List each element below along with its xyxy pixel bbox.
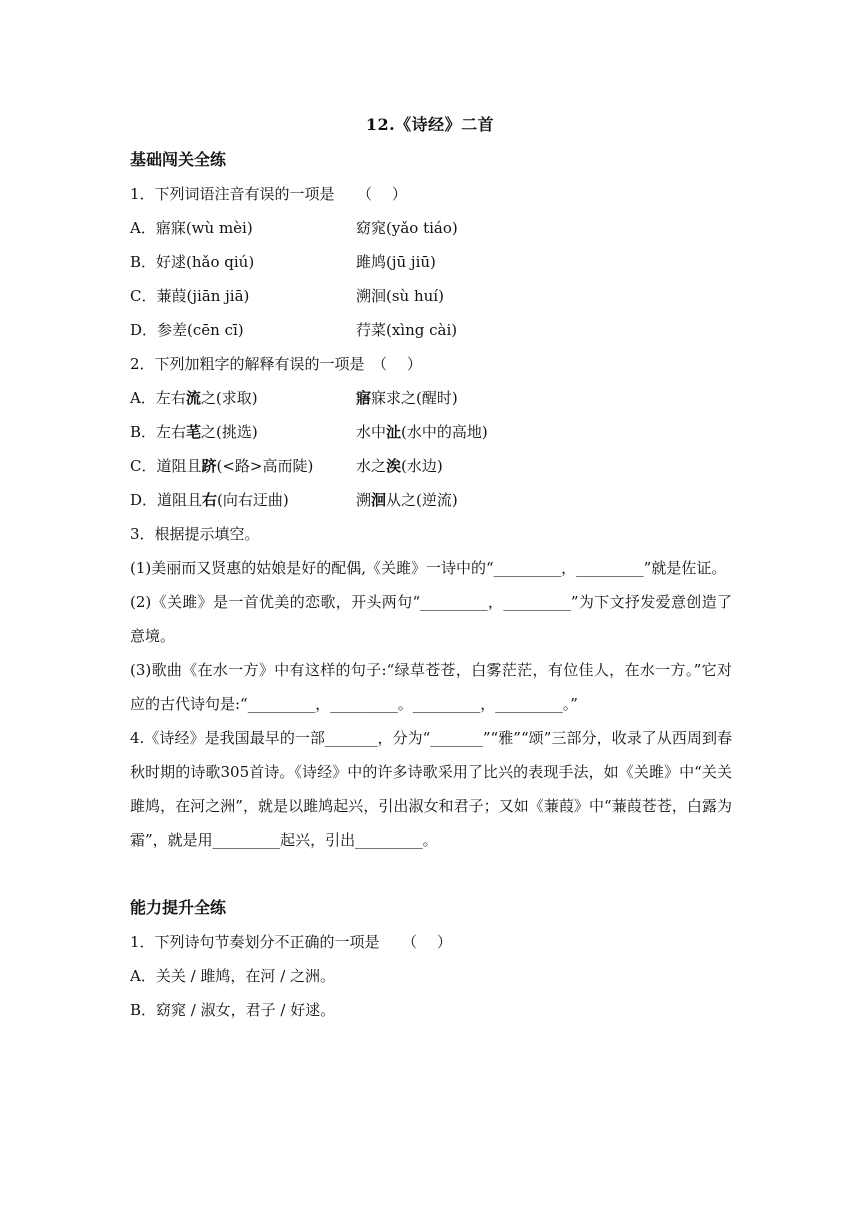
section-heading-advanced: 能力提升全练 [130, 898, 227, 917]
question-2-option-d [130, 483, 732, 517]
question-3-part-1: (1)美丽而又贤惠的姑娘是好的配偶,《关雎》一诗中的“_________，_________”就是佐证。 [130, 559, 727, 577]
option-text: 水中 [356, 423, 387, 441]
option-text: 荇菜(xìng cài) [356, 321, 458, 339]
bold-char: 右 [202, 491, 218, 509]
option-left [130, 449, 356, 483]
question-2-option-c [130, 449, 732, 483]
question-1-option-c [130, 279, 732, 313]
question-1-option-a [130, 211, 732, 245]
worksheet-content [130, 143, 732, 1027]
option-text: 溯 [356, 491, 372, 509]
advanced-question-1-option-b: B．窈窕 / 淑女，君子 / 好逑。 [130, 1001, 336, 1019]
option-text: C．蒹葭(jiān jiā) [130, 287, 250, 305]
option-text: (水边) [401, 457, 443, 475]
bold-char: 沚 [386, 423, 402, 441]
option-text: D．道阻且 [130, 491, 203, 509]
question-3-part-2: (2)《关雎》是一首优美的恋歌，开头两句“_________，_________”为下文抒发爱意创造了意境。 [130, 593, 732, 645]
option-right [356, 381, 458, 415]
question-3-stem: 3．根据提示填空。 [130, 525, 260, 543]
question-1-option-d [130, 313, 732, 347]
option-right [356, 483, 458, 517]
bold-char: 流 [185, 389, 201, 407]
option-text: B．好逑(hǎo qiú) [130, 253, 255, 271]
option-left [130, 415, 356, 449]
bold-char: 涘 [386, 457, 402, 475]
option-text: 之(挑选) [201, 423, 258, 441]
question-3-part-3: (3)歌曲《在水一方》中有这样的句子:“绿草苍苍，白雾茫茫，有位佳人，在水一方。”它对应的古代诗句是:“_________，_________。_________，_________。” [130, 661, 732, 713]
option-text: 溯洄(sù huí) [356, 287, 444, 305]
option-text: B．左右 [130, 423, 187, 441]
question-2-stem: 2．下列加粗字的解释有误的一项是 （ ） [130, 355, 422, 373]
option-text: A．寤寐(wù mèi) [130, 219, 253, 237]
question-1-option-b [130, 245, 732, 279]
option-text: (向右迂曲) [217, 491, 289, 509]
option-text: 之(求取) [200, 389, 258, 407]
option-left [130, 483, 356, 517]
option-left [130, 381, 356, 415]
advanced-question-1-option-a: A．关关 / 雎鸠，在河 / 之洲。 [130, 967, 336, 985]
option-text: 窈窕(yǎo tiáo) [356, 219, 458, 237]
question-2-option-a [130, 381, 732, 415]
option-right [356, 415, 488, 449]
bold-char: 跻 [201, 457, 217, 475]
page-title: 12.《诗经》二首 [365, 115, 495, 134]
option-text: (水中的高地) [401, 423, 488, 441]
option-text: (<路>高而陡) [216, 457, 314, 475]
option-text: D．参差(cēn cī) [130, 321, 244, 339]
option-text: 从之(逆流) [386, 491, 458, 509]
option-text: C．道阻且 [130, 457, 202, 475]
option-text: 水之 [356, 457, 387, 475]
question-2-option-b [130, 415, 732, 449]
option-text: 雎鸠(jū jiū) [356, 253, 436, 271]
advanced-question-1-stem: 1．下列诗句节奏划分不正确的一项是 （ ） [130, 933, 452, 951]
section-heading-basic: 基础闯关全练 [130, 150, 227, 169]
bold-char: 芼 [186, 423, 202, 441]
question-4: 4.《诗经》是我国最早的一部_______，分为“_______”“雅”“颂”三部分，收录了从西周到春秋时期的诗歌305首诗。《诗经》中的许多诗歌采用了比兴的表现手法，如《关雎》中“关关雎鸠，在河之洲”，就是以雎鸠起兴，引出淑女和君子；又如《蒹葭》中“蒹葭苍苍，白露为霜”，就是用_________起兴，引出_________。 [130, 729, 732, 849]
option-text: 寐求之(醒时) [371, 389, 458, 407]
option-right [356, 449, 443, 483]
question-1-stem: 1．下列词语注音有误的一项是 （ ） [130, 185, 407, 203]
bold-char: 洄 [371, 491, 387, 509]
option-text: A．左右 [130, 389, 186, 407]
section-spacer [130, 857, 732, 891]
bold-char: 寤 [356, 389, 372, 407]
